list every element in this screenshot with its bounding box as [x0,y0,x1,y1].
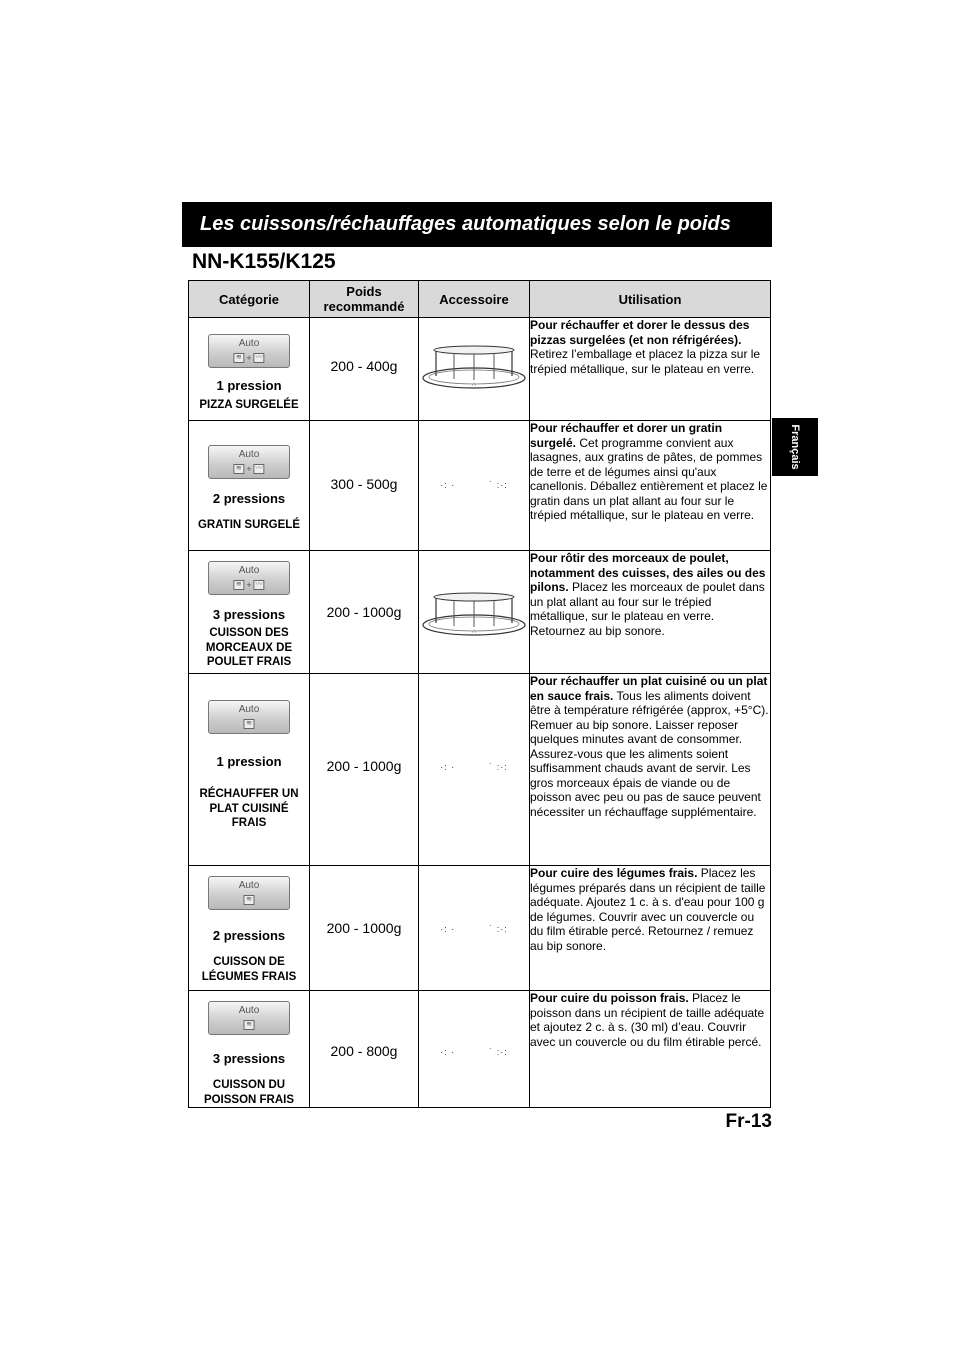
use-text: Placez les morceaux de poulet dans un plat allant au four sur le trépied métallique, sur le plateau en verre. Retournez au bip sonore. [530,580,765,638]
language-tab-label: Français [789,424,801,470]
header-use: Utilisation [530,281,771,318]
auto-button-label: Auto [238,449,260,460]
microwave-icon: ≋ [244,895,255,905]
category-name: CUISSON DU POISSON FRAIS [203,1079,295,1106]
auto-button-icon [208,700,290,734]
auto-weight-table [188,280,771,1108]
accessory-cell [419,991,530,1108]
category-name: RÉCHAUFFER UN PLAT CUISINÉ FRAIS [199,788,299,829]
use-bold-text: Pour réchauffer et dorer le dessus des pizzas surgelées (et non réfrigérées). [530,318,750,347]
mode-icons [233,580,264,590]
use-text: Placez le poisson dans un récipient de taille adéquate et ajoutez 2 c. à s. (30 ml) d’eau. Couvrir avec un couvercle ou du film étirable percé. [530,991,765,1049]
page-number: Fr-13 [725,1111,772,1132]
table-row [189,421,771,551]
header-accessory: Accessoire [419,281,530,318]
weight-cell: 300 - 500g [310,421,419,551]
weight-cell: 200 - 1000g [310,551,419,674]
auto-button-label: Auto [238,704,260,715]
category-cell [189,551,310,674]
use-bold-text: Pour rôtir des morceaux de poulet, notamment des cuisses, des ailes ou des pilons. [530,551,766,594]
table-row [189,551,771,674]
weight-cell: 200 - 1000g [310,866,419,991]
grill-icon: 〰 [255,581,263,588]
microwave-icon: ≋ [233,353,244,363]
category-cell [189,866,310,991]
auto-button-icon [208,445,290,479]
language-tab [772,418,818,476]
header-weight: Poids recommandé [310,281,419,318]
page-title: Les cuissons/réchauffages automatiques selon le poids [182,202,772,247]
use-cell [530,866,771,991]
category-name: CUISSON DES MORCEAUX DE POULET FRAIS [205,627,293,668]
mode-icons [233,353,264,363]
accessory-cell [419,551,530,674]
svg-text:∴: ∴ [472,382,476,388]
category-name: GRATIN SURGELÉ [197,519,300,531]
table-row [189,991,771,1108]
table-row [189,674,771,866]
use-text: Retirez l’emballage et placez la pizza sur le trépied métallique, sur le plateau en verre. [530,347,761,376]
model-heading: NN-K155/K125 [192,250,336,273]
plus-icon: + [246,580,252,590]
microwave-icon: ≋ [233,464,244,474]
category-cell [189,674,310,866]
accessory-marks-icon: ·: · ˙ :·: [440,480,508,490]
mode-icons [244,895,255,905]
use-bold-text: Pour réchauffer et dorer un gratin surgelé. [530,421,723,450]
auto-button-label: Auto [238,565,260,576]
grill-icon: 〰 [255,354,263,361]
accessory-cell [419,674,530,866]
auto-button-label: Auto [238,880,260,891]
plus-icon: + [246,353,252,363]
grill-icon: 〰 [255,465,263,472]
press-count: 3 pressions [212,1051,286,1066]
microwave-icon: ≋ [244,1020,255,1030]
microwave-icon: ≋ [244,719,255,729]
weight-cell: 200 - 400g [310,318,419,421]
press-count: 2 pressions [212,928,286,943]
use-cell [530,551,771,674]
use-bold-text: Pour cuire du poisson frais. [530,991,689,1005]
microwave-icon: ≋ [233,580,244,590]
category-name: CUISSON DE LÉGUMES FRAIS [201,956,297,983]
plus-icon: + [246,464,252,474]
mode-icons [244,1020,255,1030]
category-name: PIZZA SURGELÉE [199,399,299,411]
use-bold-text: Pour réchauffer un plat cuisiné ou un plat en sauce frais. [530,674,768,703]
auto-button-icon [208,561,290,595]
accessory-marks-icon: ·: · ˙ :·: [440,1047,508,1057]
table-header-row [189,281,771,318]
weight-cell: 200 - 1000g [310,674,419,866]
press-count: 1 pression [216,378,282,393]
accessory-cell [419,318,530,421]
use-cell [530,421,771,551]
use-text: Tous les aliments doivent être à température réfrigérée (approx, +5°C). Remuer au bip sonore. Laisser reposer quelques minutes avant de consommer. Assurez-vous que les aliments soient suffisamment chauds avant de servir. Les gros morceaux épais de viande ou de poisson avec peu ou pas de sauce peuvent nécessiter un réchauffage supplémentaire. [530,688,769,819]
accessory-cell [419,866,530,991]
rack-on-turntable-icon [421,591,527,639]
category-cell [189,991,310,1108]
mode-icons [244,719,255,729]
accessory-cell [419,421,530,551]
use-text: Cet programme convient aux lasagnes, aux gratins de pâtes, de pommes de terre et de légumes ainsi qu'aux canellonis. Déballez entièrement et placez le gratin dans un plat allant au four sur le trépied métallique, sur le plateau en verre. [530,435,768,522]
header-category: Catégorie [189,281,310,318]
auto-button-icon [208,1001,290,1035]
auto-button-label: Auto [238,338,260,349]
mode-icons [233,464,264,474]
category-cell [189,421,310,551]
table-row [189,866,771,991]
use-cell [530,991,771,1108]
rack-on-turntable-icon [421,344,527,392]
accessory-marks-icon: ·: · ˙ :·: [440,924,508,934]
use-cell [530,674,771,866]
press-count: 1 pression [216,754,282,769]
press-count: 3 pressions [212,607,286,622]
use-cell [530,318,771,421]
category-cell [189,318,310,421]
use-bold-text: Pour cuire des légumes frais. [530,866,698,880]
auto-button-label: Auto [238,1005,260,1016]
table-row [189,318,771,421]
press-count: 2 pressions [212,491,286,506]
use-text: Placez les légumes préparés dans un récipient de taille adéquate. Ajoutez 1 c. à s. d'eau pour 100 g de légumes. Couvrir avec un couvercle ou du film étirable percé. Retournez / remuez au bip sonore. [530,866,766,953]
auto-button-icon [208,876,290,910]
auto-button-icon [208,334,290,368]
svg-text:∴: ∴ [472,629,476,635]
accessory-marks-icon: ·: · ˙ :·: [440,762,508,772]
weight-cell: 200 - 800g [310,991,419,1108]
